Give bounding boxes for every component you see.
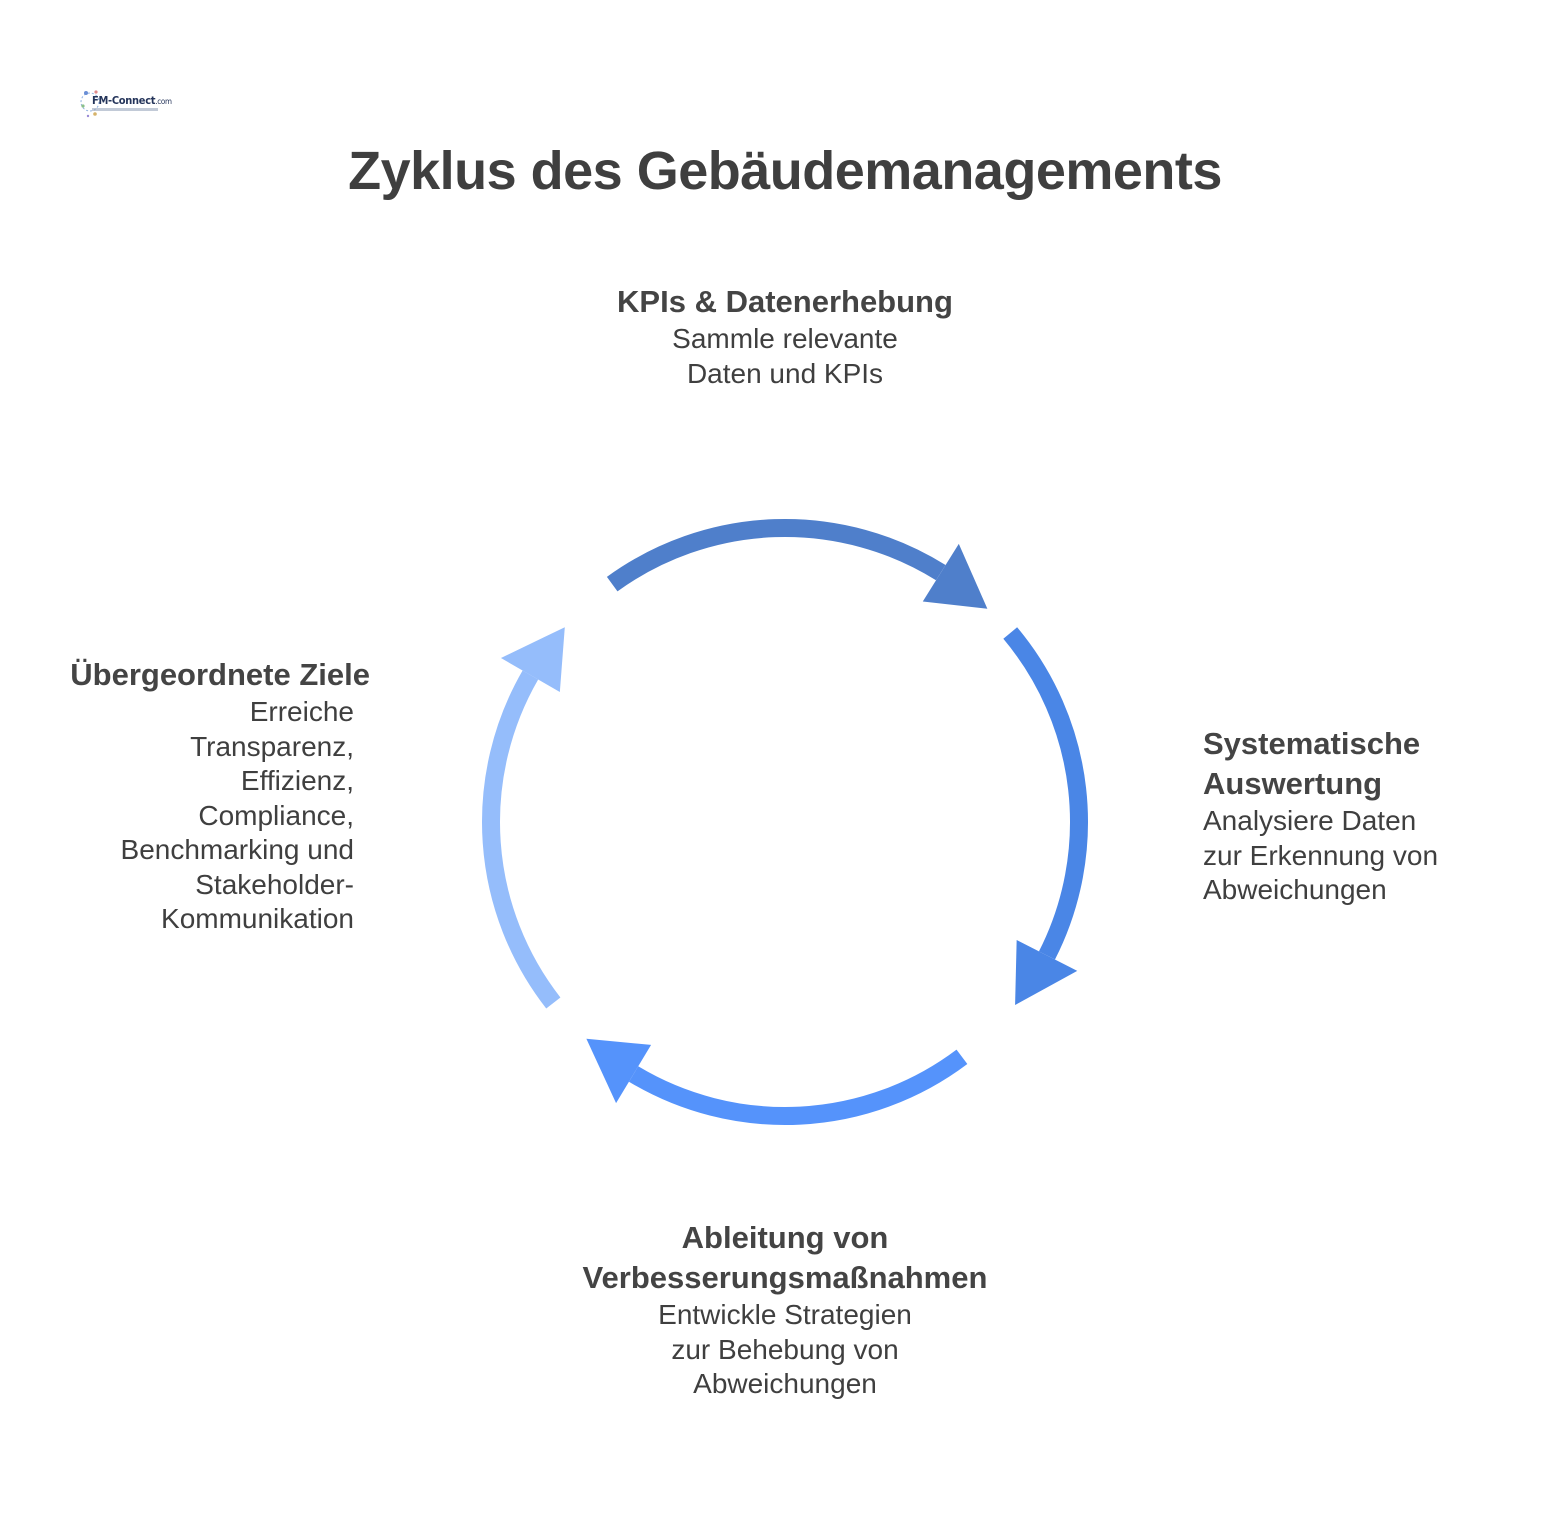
step-heading: Übergeordnete Ziele — [70, 657, 370, 692]
step-systematische-auswertung — [1203, 724, 1503, 908]
page-title: Zyklus des Gebäudemanagements — [348, 141, 1222, 201]
step-heading: KPIs & Datenerhebung — [617, 284, 953, 319]
step-description: Analysiere Daten zur Erkennung von Abweichungen — [1203, 805, 1439, 905]
step-uebergeordnete-ziele — [60, 655, 370, 937]
step-kpis-datenerhebung — [600, 282, 970, 391]
step-heading: Ableitung von Verbesserungsmaßnahmen — [582, 1220, 988, 1295]
arrow-massnahmen-to-ziele — [634, 1057, 962, 1116]
arrow-kpis-to-auswertung — [612, 528, 941, 584]
arrow-ziele-to-kpis — [491, 675, 553, 1003]
arrow-auswertung-to-massnahmen — [1010, 633, 1079, 955]
step-heading: Systematische Auswertung — [1203, 726, 1421, 801]
step-verbesserungsmassnahmen — [530, 1218, 1040, 1402]
step-description: Sammle relevante Daten und KPIs — [672, 323, 898, 389]
logo-wordmark: FM-Connect.com — [92, 94, 172, 107]
step-description: Erreiche Transparenz, Effizienz, Compliance, Benchmarking und Stakeholder- Kommunikation — [120, 696, 354, 934]
step-description: Entwickle Strategien zur Behebung von Abweichungen — [658, 1299, 912, 1399]
